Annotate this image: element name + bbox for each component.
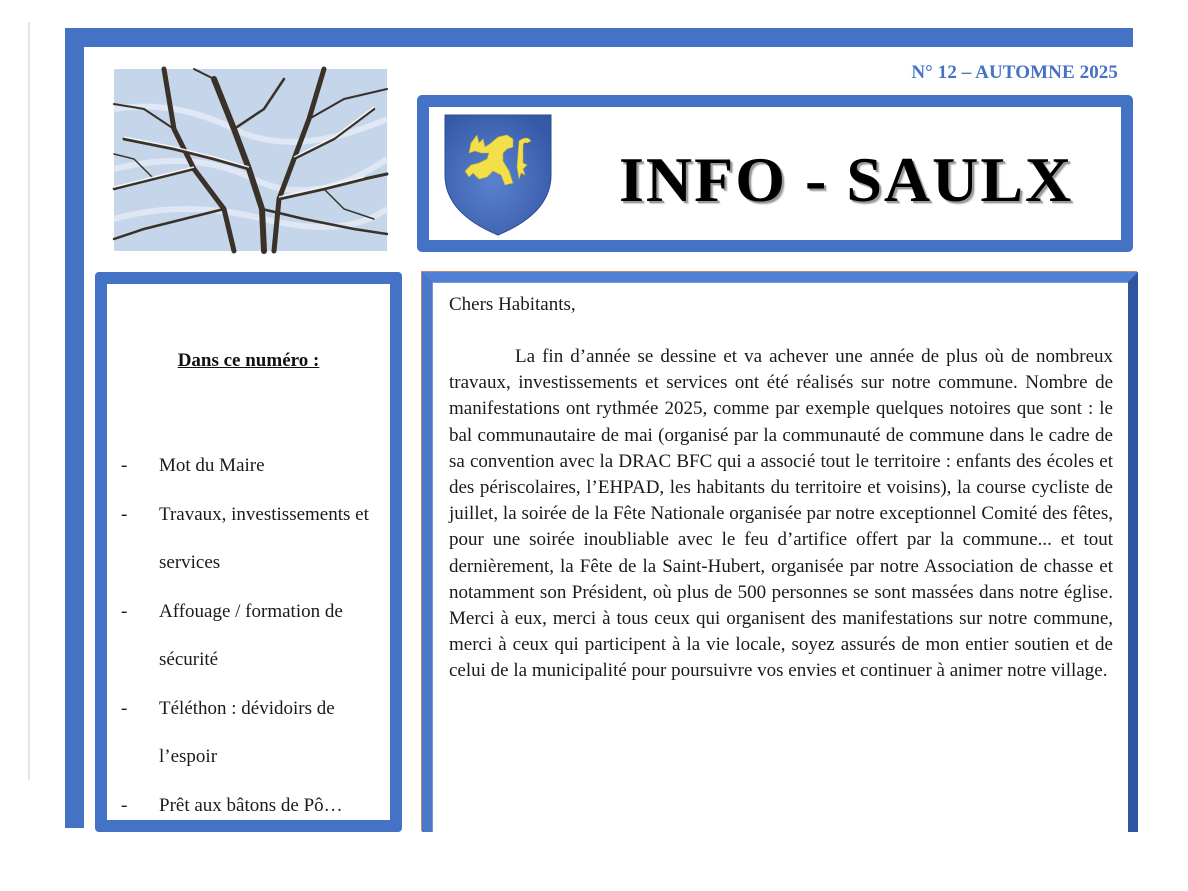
letter-body: La fin d’année se dessine et va achever une année de plus où de nombreux travaux, investissements et services ont été réalisés sur notre commune. Nombre de manifestations ont rythmée 2025, comme par exemple quelques notoires que sont : le bal communautaire de mai (organisé par la communauté de commune dans le cadre de sa convention avec la DRAC BFC qui a associé tout le territoire : enfants des écoles et des périscolaires, l’EHPAD, les habitants du territoire et voisins), la course cycliste de juillet, la soirée de la Fête Nationale organisée par notre exceptionnel Comité des fêtes, pour une soirée inoubliable avec le feu d’artifice offert par la commune... et tout dernièrement, la Fête de la Saint-Hubert, organisée par notre Association de chasse et notamment son Président, où plus de 500 personnes se sont massées dans notre église. Merci à eux, merci à tous ceux qui organisent des manifestations sur notre commune, merci à ceux qui participent à la vie locale, soyez assurés de mon entier soutien et de celui de la municipalité pour poursuivre vos envies et continuer à animer notre village. <box>449 346 1113 682</box>
toc-item <box>121 491 381 588</box>
title-box <box>417 95 1133 252</box>
letter-greeting: Chers Habitants, <box>449 294 576 315</box>
toc-item <box>121 442 381 491</box>
newsletter-title: INFO - SAULX <box>619 144 1074 215</box>
toc-dash: - <box>121 697 128 719</box>
toc-item-label: Travaux, investissements et services <box>159 503 369 573</box>
snow-tree-photo <box>114 69 387 251</box>
crest-shield-icon <box>443 113 553 237</box>
toc-heading: Dans ce numéro : <box>177 350 320 371</box>
table-of-contents <box>95 272 402 832</box>
toc-item-label: Téléthon : dévidoirs de l’espoir <box>159 697 335 767</box>
toc-item-label: Mot du Maire <box>159 455 265 476</box>
toc-item <box>121 782 381 831</box>
toc-dash: - <box>121 794 128 816</box>
toc-item <box>121 685 381 782</box>
toc-list <box>121 442 381 830</box>
mayor-letter <box>449 292 1113 685</box>
issue-label: N° 12 – AUTOMNE 2025 <box>911 62 1118 83</box>
toc-item-label: Prêt aux bâtons de Pô… <box>159 794 343 816</box>
toc-item-label: Affouage / formation de sécurité <box>159 600 343 670</box>
toc-item <box>121 588 381 685</box>
toc-dash: - <box>121 600 128 622</box>
toc-dash: - <box>121 503 128 525</box>
toc-dash: - <box>121 455 128 476</box>
mayor-letter-box <box>422 272 1138 832</box>
